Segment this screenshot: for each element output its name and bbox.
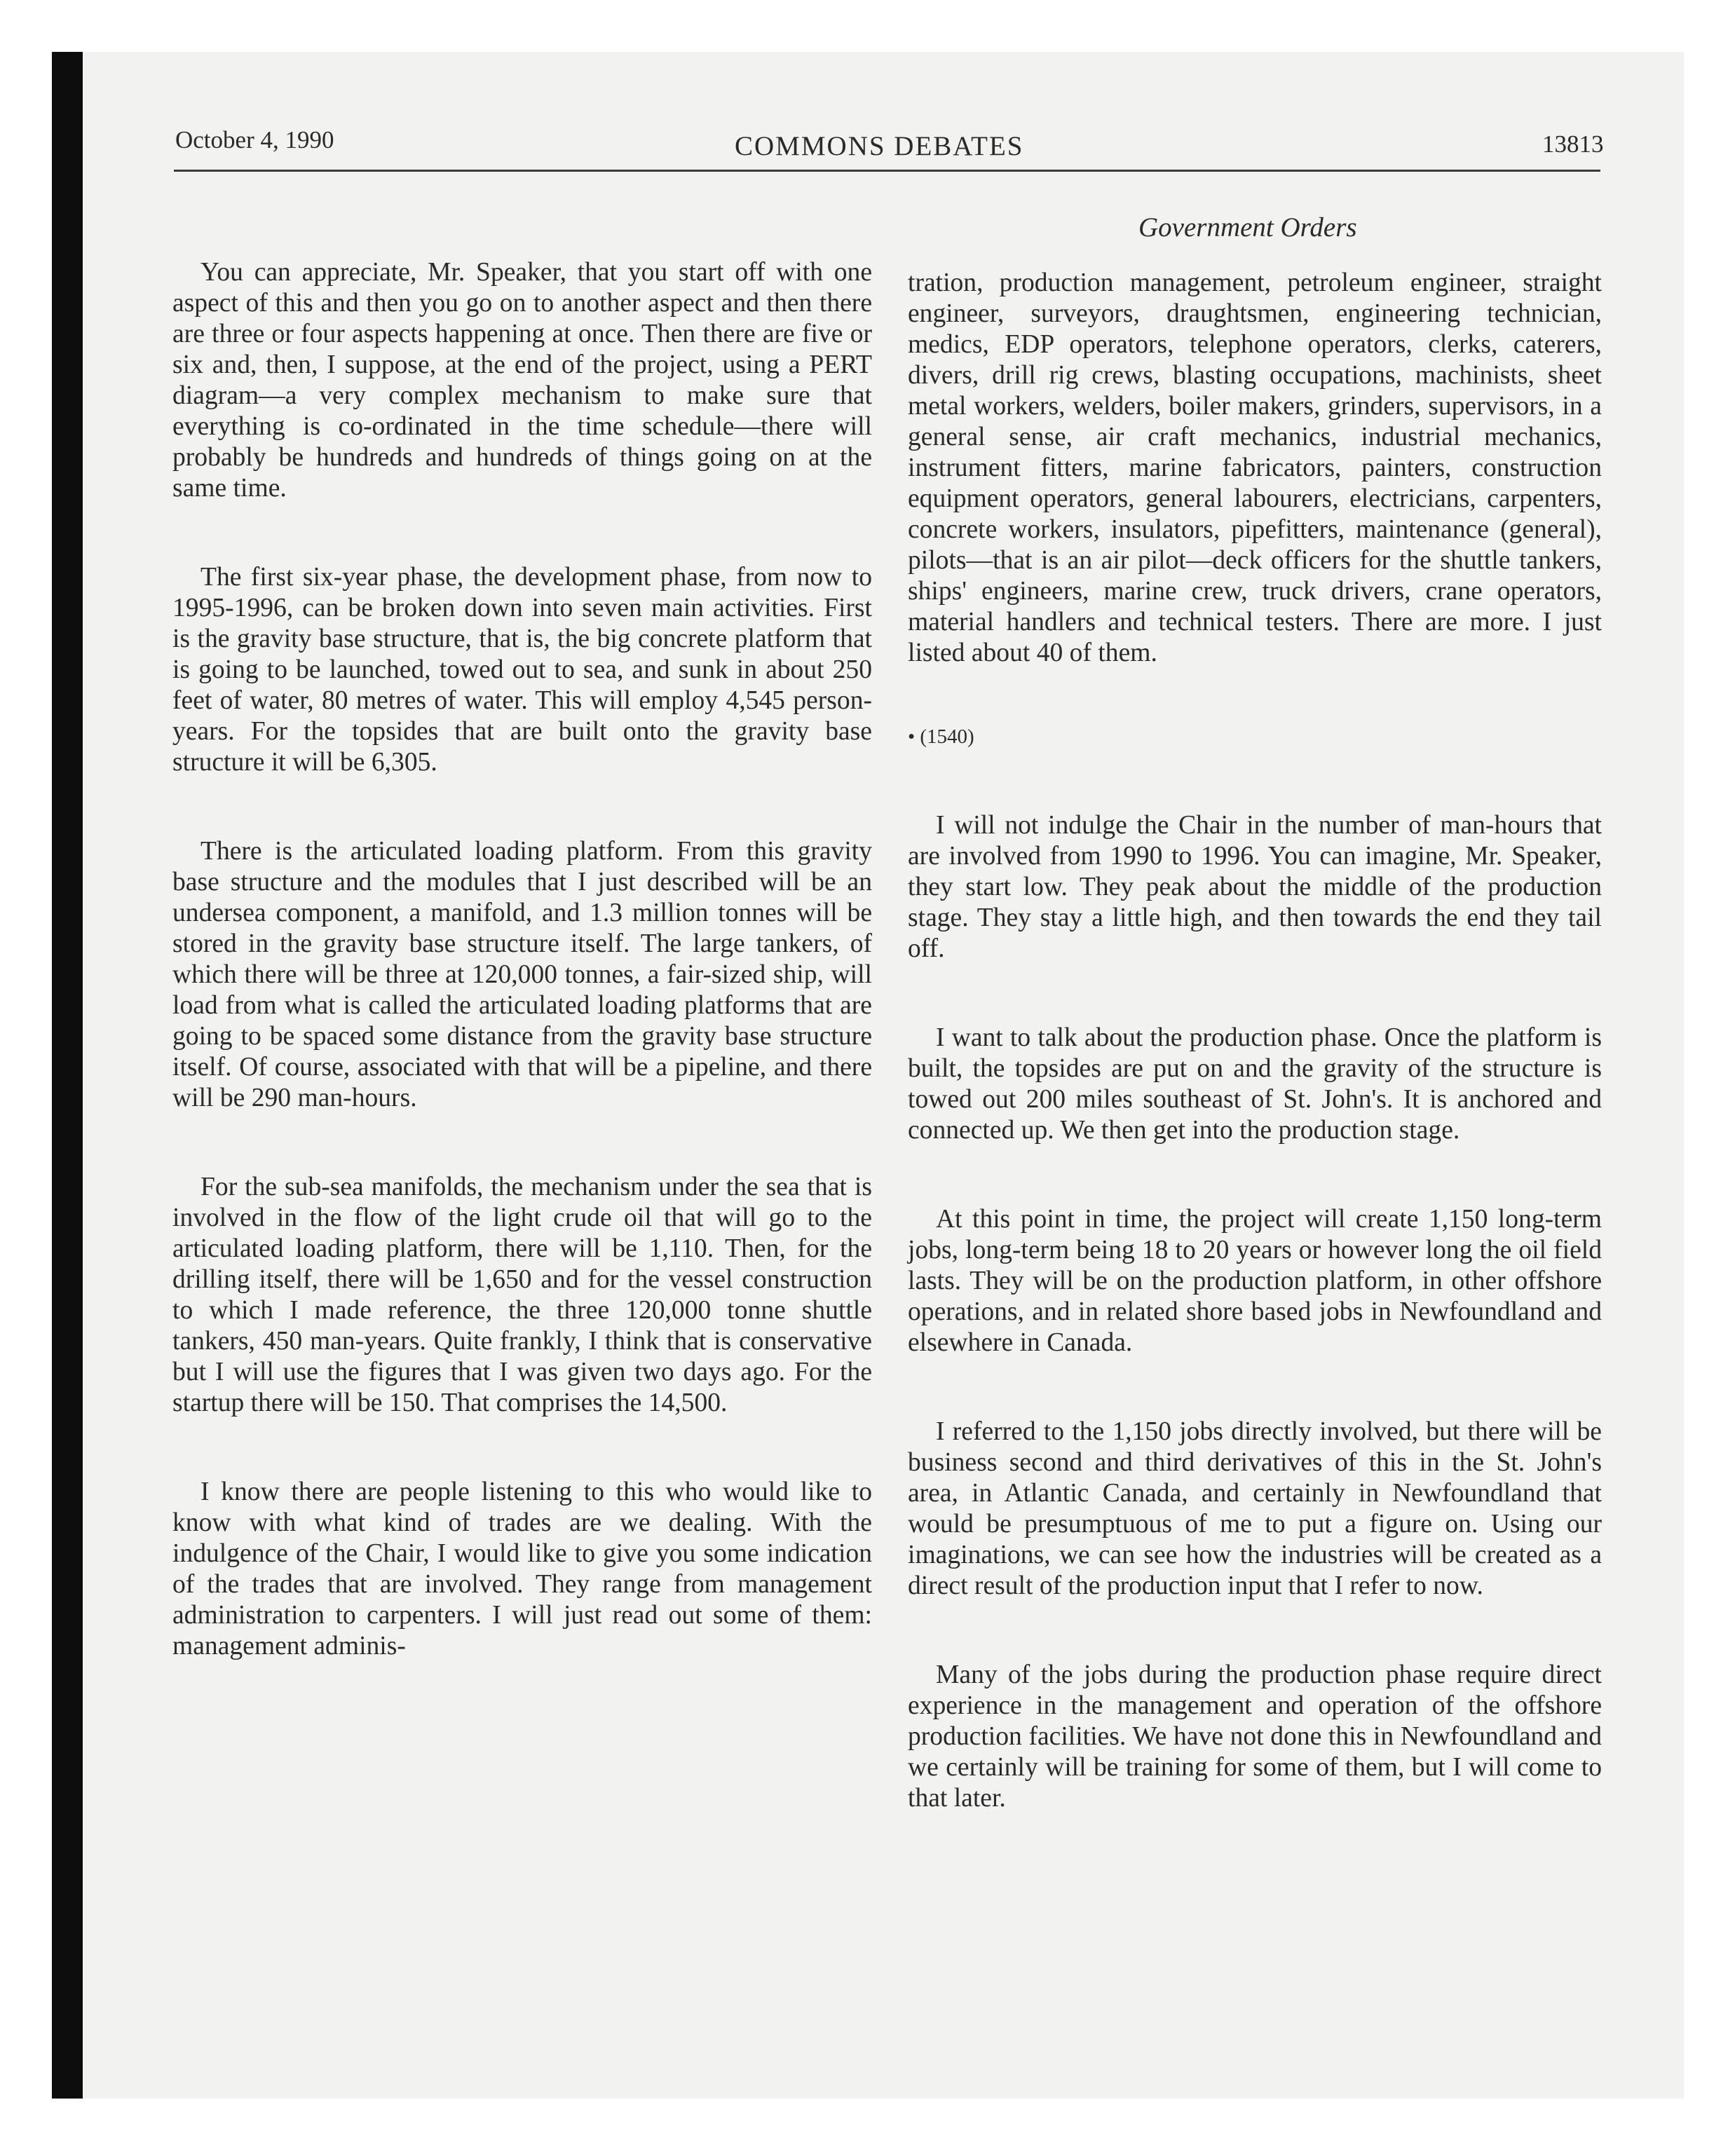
binding-edge — [52, 52, 83, 2099]
section-title: Government Orders — [1138, 212, 1357, 243]
paragraph: There is the articulated loading platform. From this gravity base structure and the modules that I just described will be an undersea component, a manifold, and 1.3 million tonnes will be stored in the gravity base structure itself. The large tankers, of which there will be three at 120,000 tonnes, a fair-sized ship, will load from what is called the articulated loading platforms that are going to be spaced some distance from the gravity base structure itself. Of course, associated with that will be a pipeline, and there will be 290 man-hours. — [172, 837, 872, 1112]
header-date: October 4, 1990 — [175, 126, 334, 153]
header-page-number: 13813 — [1542, 130, 1604, 158]
paragraph: I will not indulge the Chair in the number of man-hours that are involved from 1990 to 1996. You can imagine, Mr. Speaker, they start low. They peak about the middle of the production stage. They stay a little high, and then towards the end they tail off. — [908, 811, 1602, 963]
paragraph: I want to talk about the production phase. Once the platform is built, the topsides are put on and the gravity of the structure is towed out 200 miles southeast of St. John's. It is anchored and connected up. We then get into the production stage. — [908, 1023, 1602, 1145]
paragraph-continuation: tration, production management, petroleum engineer, straight engineer, surveyors, draughtsmen, engineering technician, medics, EDP operators, telephone operators, clerks, caterers, divers, drill rig crews, blasting occupations, machinists, sheet metal workers, welders, boiler makers, grinders, supervisors, in a general sense, air craft mechanics, industrial mechanics, instrument fitters, marine fabricators, painters, construction equipment operators, general labourers, electricians, carpenters, concrete workers, insulators, pipefitters, maintenance (general), pilots—that is an air pilot—deck officers for the shuttle tankers, ships' engineers, marine crew, truck drivers, crane operators, material handlers and technical testers. There are more. I just listed about 40 of them. — [908, 268, 1602, 667]
header-rule — [174, 170, 1600, 172]
paragraph: I referred to the 1,150 jobs directly involved, but there will be business second and third derivatives of this in the St. John's area, in Atlantic Canada, and certainly in Newfoundland that would be presumptuous of me to put a figure on. Using our imaginations, we can see how the industries will be created as a direct result of the production input that I refer to now. — [908, 1417, 1602, 1600]
paragraph: You can appreciate, Mr. Speaker, that you start off with one aspect of this and then you go on to another aspect and then there are three or four aspects happening at once. Then there are five or six and, then, I suppose, at the end of the project, using a PERT diagram—a very complex mechanism to make sure that everything is co-ordinated in the time schedule—there will probably be hundreds and hundreds of things going on at the same time. — [172, 258, 872, 503]
time-marker: • (1540) — [908, 725, 974, 748]
paragraph: At this point in time, the project will create 1,150 long-term jobs, long-term being 18 to 20 years or however long the oil field lasts. They will be on the production platform, in other offshore operations, and in related shore based jobs in Newfoundland and elsewhere in Canada. — [908, 1205, 1602, 1357]
paragraph: For the sub-sea manifolds, the mechanism under the sea that is involved in the flow of the light crude oil that will go to the articulated loading platform, there will be 1,110. Then, for the drilling itself, there will be 1,650 and for the vessel construction to which I made reference, the three 120,000 tonne shuttle tankers, 450 man-years. Quite frankly, I think that is conservative but I will use the figures that I was given two days ago. For the startup there will be 150. That comprises the 14,500. — [172, 1173, 872, 1417]
paragraph: Many of the jobs during the production phase require direct experience in the management and operation of the offshore production facilities. We have not done this in Newfoundland and we certainly will be training for some of them, but I will come to that later. — [908, 1660, 1602, 1813]
paragraph: I know there are people listening to this who would like to know with what kind of trades are we dealing. With the indulgence of the Chair, I would like to give you some indication of the trades that are involved. They range from management administration to carpenters. I will just read out some of them: management adminis- — [172, 1478, 872, 1660]
page-header — [0, 126, 1735, 168]
left-column — [172, 257, 872, 1662]
right-column — [908, 268, 1602, 1814]
header-title: COMMONS DEBATES — [735, 131, 1024, 161]
paragraph: The first six-year phase, the development phase, from now to 1995-1996, can be broken down into seven main activities. First is the gravity base structure, that is, the big concrete platform that is going to be launched, towed out to sea, and sunk in about 250 feet of water, 80 metres of water. This will employ 4,545 person-years. For the topsides that are built onto the gravity base structure it will be 6,305. — [172, 563, 872, 777]
